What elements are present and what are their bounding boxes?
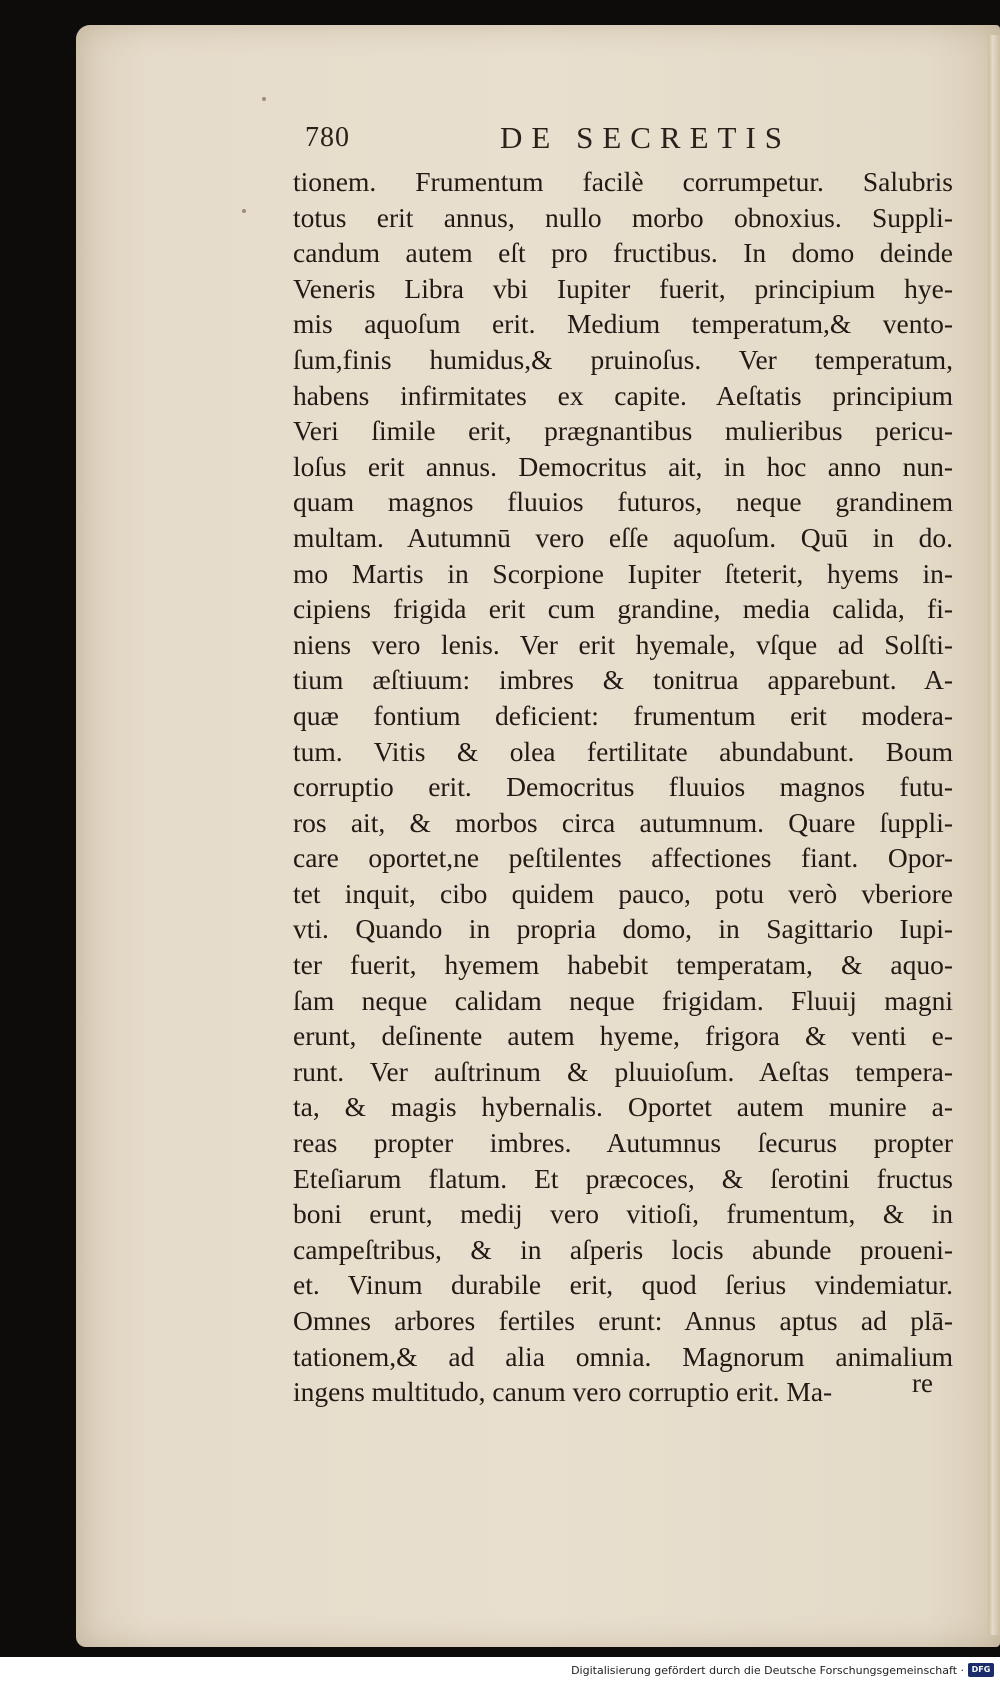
text-line: Veneris Libra vbi Iupiter fuerit, principium hye-	[293, 272, 953, 304]
text-line: ros ait, & morbos circa autumnum. Quare ſuppli-	[293, 806, 953, 838]
text-line: tet inquit, cibo quidem pauco, potu verò vberiore	[293, 877, 953, 909]
text-line: candum autem eſt pro fructibus. In domo deinde	[293, 237, 953, 269]
text-line: mo Martis in Scorpione Iupiter ſteterit, hyems in-	[293, 557, 953, 589]
text-line: campeſtribus, & in aſperis locis abunde proueni-	[293, 1233, 953, 1265]
body-text	[293, 164, 953, 1410]
text-line: multam. Autumnū vero eſſe aquoſum. Quū in do.	[293, 521, 953, 553]
page-edge	[988, 35, 1000, 1635]
text-line: loſus erit annus. Democritus ait, in hoc anno nun-	[293, 450, 953, 482]
running-title: DE SECRETIS	[500, 120, 792, 155]
text-line: cipiens frigida erit cum grandine, media calida, fi-	[293, 593, 953, 625]
text-line: erunt, deſinente autem hyeme, frigora & venti e-	[293, 1020, 953, 1052]
text-line: tium æſtiuum: imbres & tonitrua apparebunt. A-	[293, 664, 953, 696]
text-line: quæ fontium deficient: frumentum erit modera-	[293, 699, 953, 731]
text-line: tationem,& ad alia omnia. Magnorum animalium	[293, 1340, 953, 1372]
page-number: 780	[305, 122, 350, 153]
text-line: Omnes arbores fertiles erunt: Annus aptus ad plā-	[293, 1305, 953, 1336]
text-line: ter fuerit, hyemem habebit temperatam, & aquo-	[293, 949, 953, 981]
text-line: ſum,finis humidus,& pruinoſus. Ver temperatum,	[293, 343, 953, 375]
text-line: totus erit annus, nullo morbo obnoxius. Suppli-	[293, 201, 953, 233]
text-line: reas propter imbres. Autumnus ſecurus propter	[293, 1127, 953, 1159]
text-line: tum. Vitis & olea fertilitate abundabunt. Boum	[293, 735, 953, 767]
text-line: et. Vinum durabile erit, quod ſerius vindemiatur.	[293, 1269, 953, 1301]
text-line: corruptio erit. Democritus fluuios magnos futu-	[293, 771, 953, 803]
text-line: ta, & magis hybernalis. Oportet autem munire a-	[293, 1091, 953, 1123]
text-line: boni erunt, medij vero vitioſi, frumentum, & in	[293, 1198, 953, 1230]
text-line: Veri ſimile erit, prægnantibus mulieribus pericu-	[293, 415, 953, 447]
text-line: Eteſiarum flatum. Et præcoces, & ſerotini fructus	[293, 1162, 953, 1194]
text-line: niens vero lenis. Ver erit hyemale, vſque ad Solſti-	[293, 628, 953, 660]
text-line: quam magnos fluuios futuros, neque grandinem	[293, 486, 953, 518]
text-line: tionem. Frumentum facilè corrumpetur. Salubris	[293, 166, 953, 197]
text-line: care oportet,ne peſtilentes affectiones fiant. Opor-	[293, 842, 953, 874]
text-line: vti. Quando in propria domo, in Sagittario Iupi-	[293, 913, 953, 945]
footer-credit: Digitalisierung gefördert durch die Deutsche Forschungsgemeinschaft ·	[571, 1664, 964, 1677]
paper-speck	[262, 97, 266, 101]
dfg-logo: DFG	[968, 1663, 994, 1677]
footer-bar	[0, 1657, 1000, 1687]
text-line: ſam neque calidam neque frigidam. Fluuij magni	[293, 984, 953, 1016]
catchword: re	[912, 1368, 933, 1398]
text-line: runt. Ver auſtrinum & pluuioſum. Aeſtas tempera-	[293, 1055, 953, 1087]
text-line: mis aquoſum erit. Medium temperatum,& vento-	[293, 308, 953, 340]
running-head	[305, 122, 825, 162]
text-line: habens infirmitates ex capite. Aeſtatis principium	[293, 379, 953, 411]
text-line: ingens multitudo, canum vero corruptio erit. Ma-	[293, 1376, 833, 1408]
paper-speck	[242, 209, 246, 213]
